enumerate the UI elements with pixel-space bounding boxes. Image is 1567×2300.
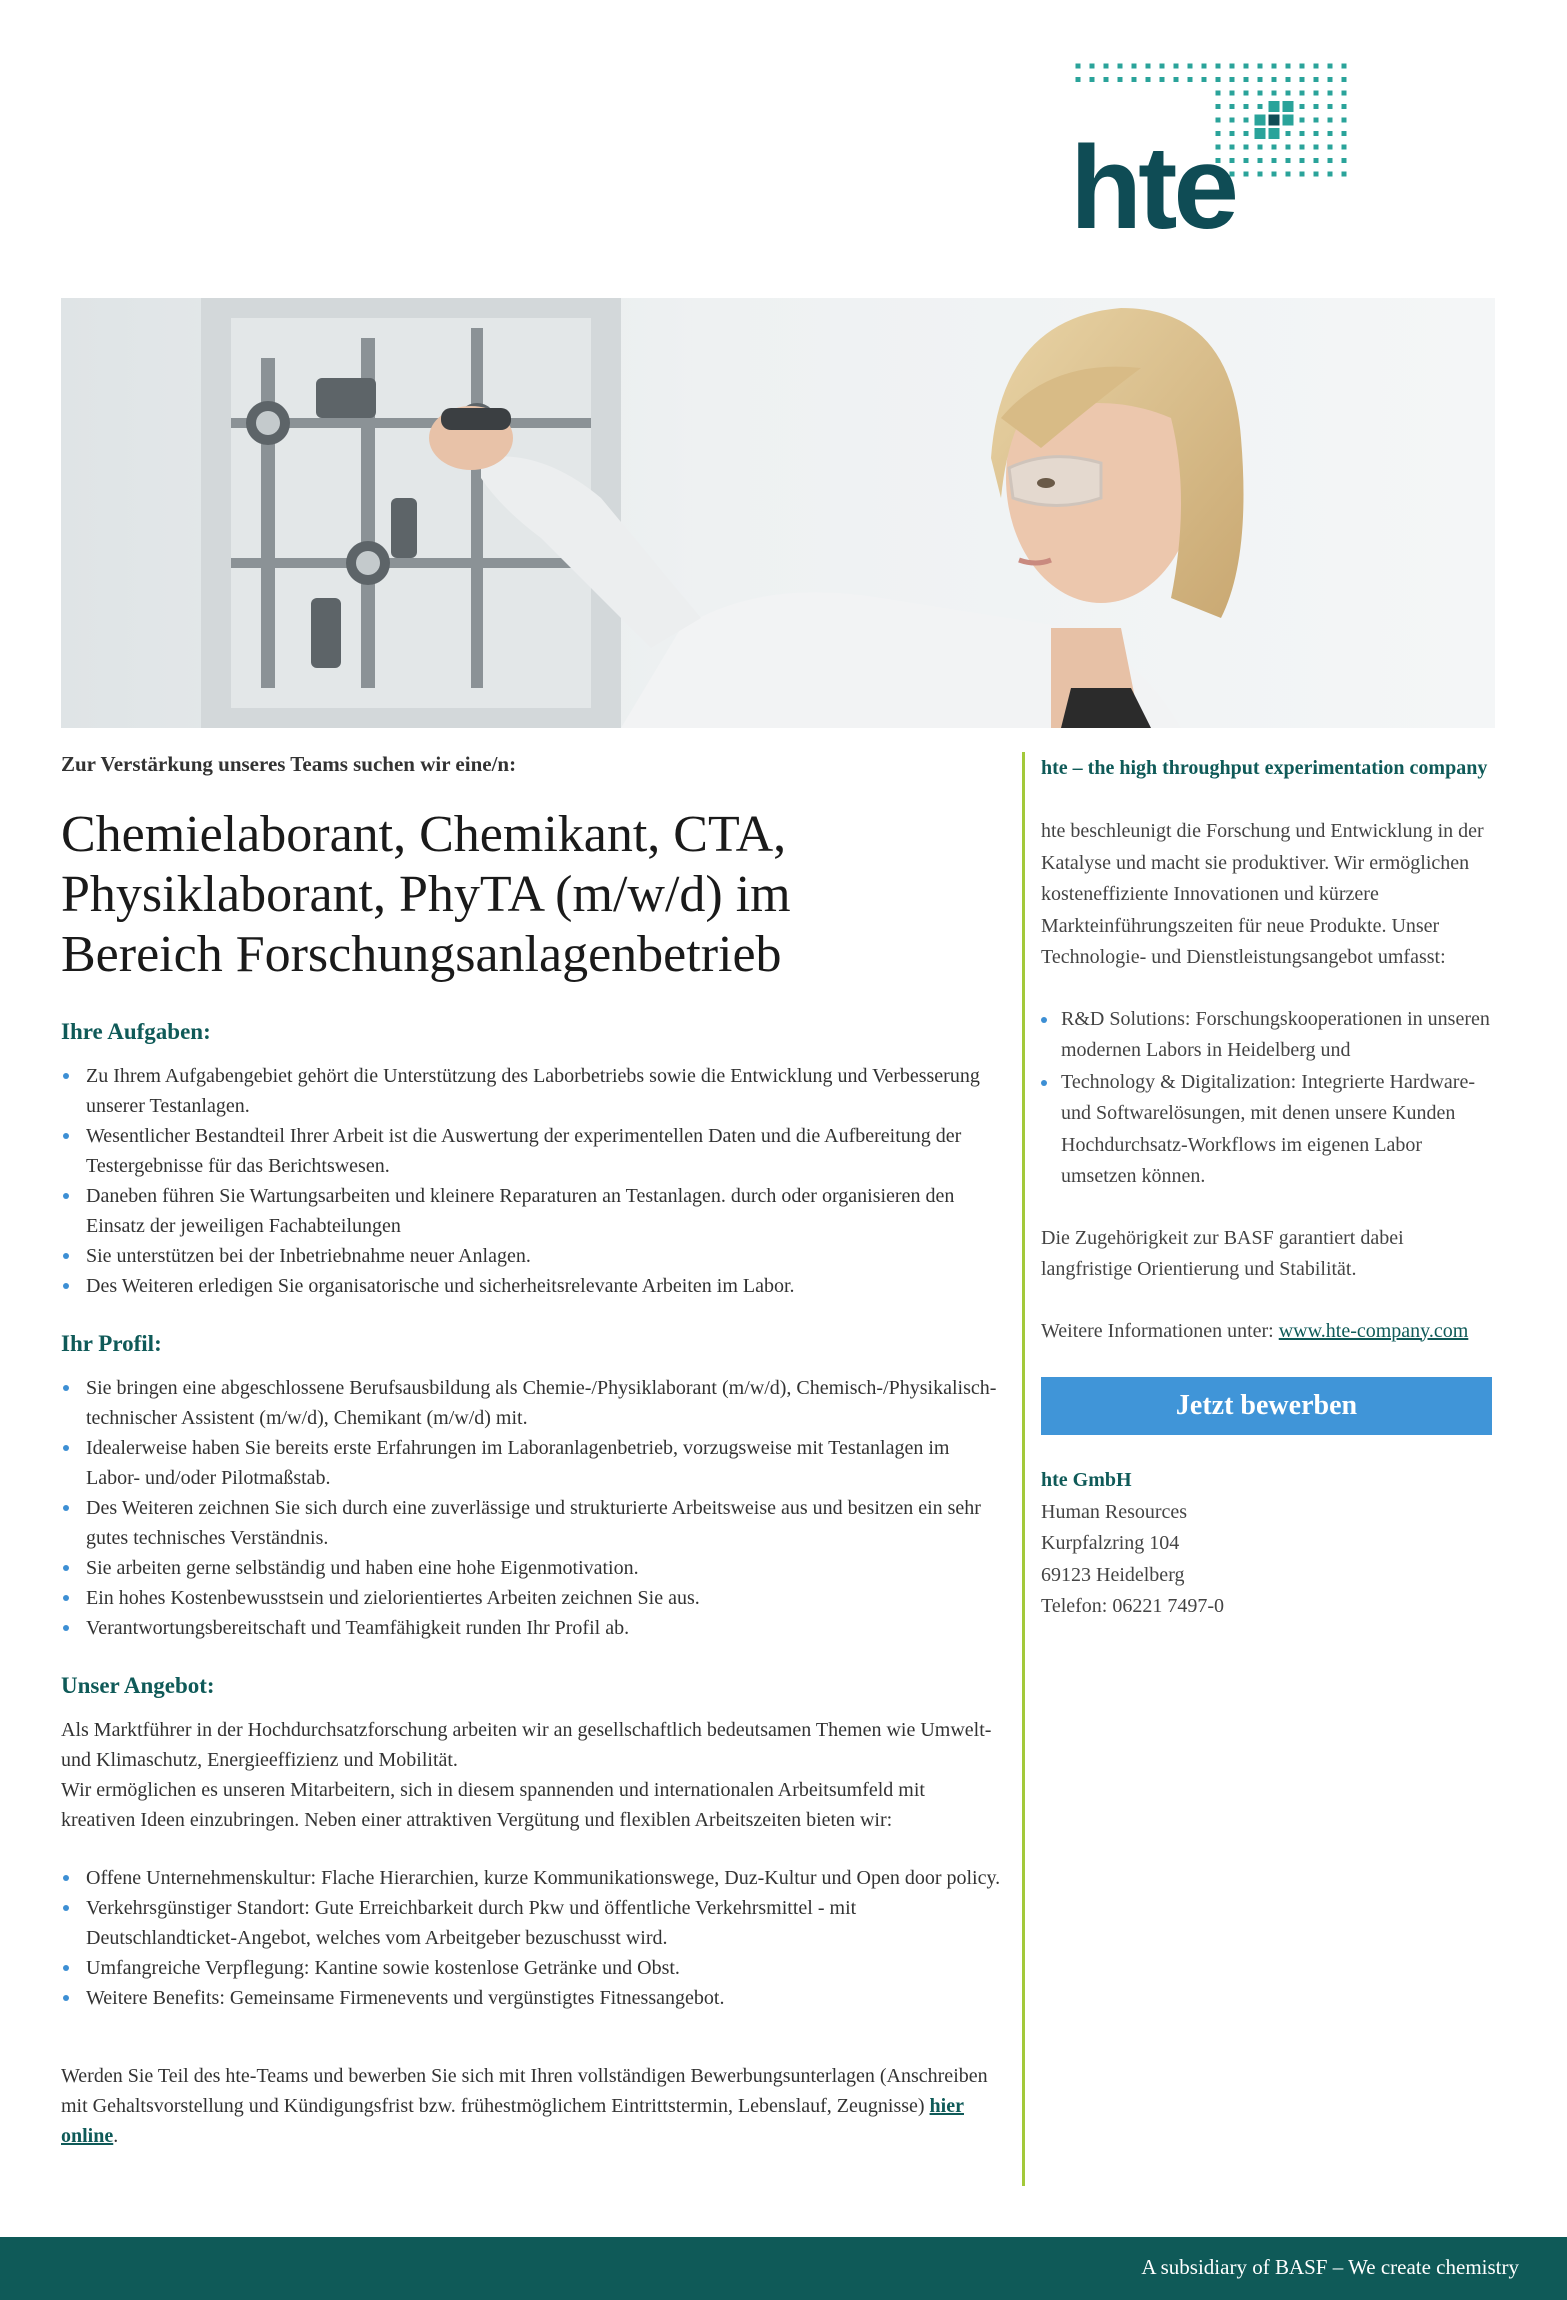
logo-dot (1286, 158, 1291, 163)
apply-button[interactable]: Jetzt bewerben (1041, 1377, 1492, 1435)
logo-dot (1300, 172, 1305, 177)
logo-dot (1258, 104, 1263, 109)
logo-dot (1342, 91, 1347, 96)
job-title-line: Chemielaborant, Chemikant, CTA, (61, 806, 787, 863)
logo-dot (1342, 77, 1347, 82)
footer-text: A subsidiary of BASF – We create chemistry (1141, 2255, 1519, 2279)
logo-dot (1342, 64, 1347, 69)
logo-dot (1118, 77, 1123, 82)
logo-dot (1272, 158, 1277, 163)
logo-dot (1230, 104, 1235, 109)
hte-logo[interactable] (1070, 58, 1470, 238)
logo-dot (1202, 64, 1207, 69)
logo-dot (1342, 118, 1347, 123)
hero-lab-photo (61, 298, 1495, 728)
profile-heading: Ihr Profil: (61, 1331, 162, 1356)
logo-dot (1269, 101, 1280, 112)
logo-dot (1300, 145, 1305, 150)
task-item: Sie unterstützen bei der Inbetriebnahme neuer Anlagen. (61, 1241, 1001, 1271)
task-item: Wesentlicher Bestandteil Ihrer Arbeit ist die Auswertung der experimentellen Daten und die Aufbereitung der Testergebnisse für das Berichtswesen. (61, 1121, 1001, 1181)
logo-dot (1258, 77, 1263, 82)
logo-dot (1272, 91, 1277, 96)
sidebar-title: hte – the high throughput experimentation company (1041, 757, 1488, 779)
logo-dot (1342, 158, 1347, 163)
logo-dot (1244, 64, 1249, 69)
logo-dot (1174, 77, 1179, 82)
logo-dot (1328, 118, 1333, 123)
logo-dot (1314, 131, 1319, 136)
logo-dot (1328, 91, 1333, 96)
logo-dot (1258, 145, 1263, 150)
logo-dot (1258, 64, 1263, 69)
logo-dot (1342, 172, 1347, 177)
logo-dot (1244, 131, 1249, 136)
offer-item: Weitere Benefits: Gemeinsame Firmenevents und vergünstigtes Fitnessangebot. (61, 1983, 1001, 2013)
job-title-line: Physiklaborant, PhyTA (m/w/d) im (61, 866, 791, 923)
address-street: Kurpfalzring 104 (1041, 1532, 1180, 1554)
logo-dot (1283, 115, 1294, 126)
offer-item: Umfangreiche Verpflegung: Kantine sowie kostenlose Getränke und Obst. (61, 1953, 1001, 1983)
logo-dot (1244, 172, 1249, 177)
tasks-list (61, 1061, 1001, 1301)
logo-dot (1230, 64, 1235, 69)
address-dept: Human Resources (1041, 1500, 1188, 1523)
logo-dot (1188, 77, 1193, 82)
logo-dot (1314, 158, 1319, 163)
profile-item: Verantwortungsbereitschaft und Teamfähigkeit runden Ihr Profil ab. (61, 1613, 1001, 1643)
apply-online-link[interactable]: hier online (61, 2095, 964, 2147)
logo-dot (1300, 64, 1305, 69)
logo-dot (1300, 91, 1305, 96)
logo-dot (1314, 64, 1319, 69)
logo-dot (1286, 77, 1291, 82)
logo-dot (1286, 91, 1291, 96)
logo-dot (1258, 158, 1263, 163)
logo-dot (1076, 77, 1081, 82)
job-title (61, 805, 1001, 985)
profile-item: Idealerweise haben Sie bereits erste Erfahrungen im Laboranlagenbetrieb, vorzugsweise mit Testanlagen im Labor- und/oder Pilotmaßstab. (61, 1433, 1001, 1493)
logo-dot (1314, 172, 1319, 177)
logo-dot (1314, 91, 1319, 96)
offer-item: Offene Unternehmenskultur: Flache Hierarchien, kurze Kommunikationswege, Duz-Kultur und Open door policy. (61, 1863, 1001, 1893)
logo-dot (1300, 131, 1305, 136)
profile-list (61, 1373, 1001, 1643)
logo-dot (1328, 77, 1333, 82)
logo-dot (1269, 128, 1280, 139)
logo-dot (1272, 64, 1277, 69)
logo-dot (1216, 91, 1221, 96)
job-title-line: Bereich Forschungsanlagenbetrieb (61, 926, 782, 983)
logo-dot (1230, 77, 1235, 82)
address-company: hte GmbH (1041, 1469, 1132, 1491)
logo-dot (1160, 77, 1165, 82)
tasks-heading: Ihre Aufgaben: (61, 1019, 211, 1044)
logo-dot (1328, 64, 1333, 69)
sidebar-intro: hte beschleunigt die Forschung und Entwicklung in der Katalyse und macht sie produktiver. Wir ermöglichen kosteneffiziente Innovationen und kürzere Markteinführungszeiten für neue Produkte. Unser Technologie- und Dienstleistungsangebot umfasst: (1041, 820, 1484, 968)
logo-dot (1300, 158, 1305, 163)
logo-dot (1328, 131, 1333, 136)
task-item: Des Weiteren erledigen Sie organisatorische und sicherheitsrelevante Arbeiten im Labor. (61, 1271, 1001, 1301)
logo-dot (1076, 64, 1081, 69)
logo-dot (1216, 104, 1221, 109)
address-city: 69123 Heidelberg (1041, 1563, 1185, 1586)
logo-dot (1328, 104, 1333, 109)
job-description (61, 752, 1001, 2151)
logo-text: hte (1070, 122, 1235, 238)
closing-end: . (113, 2125, 119, 2147)
column-divider (1022, 752, 1025, 2186)
logo-dot (1258, 172, 1263, 177)
logo-dot (1286, 64, 1291, 69)
offer-list (61, 1863, 1001, 2013)
offer-heading: Unser Angebot: (61, 1673, 215, 1698)
lab-photo-icon (61, 298, 1495, 728)
profile-item: Sie bringen eine abgeschlossene Berufsausbildung als Chemie-/Physiklaborant (m/w/d), Chemisch-/Physikalisch-technischer Assistent (m/w/d), Chemikant (m/w/d) mit. (61, 1373, 1001, 1433)
profile-item: Des Weiteren zeichnen Sie sich durch eine zuverlässige und strukturierte Arbeitsweise aus und besitzen ein sehr gutes technisches Verständnis. (61, 1493, 1001, 1553)
logo-dot (1174, 64, 1179, 69)
offer-intro: Als Marktführer in der Hochdurchsatzforschung arbeiten wir an gesellschaftlich bedeutsamen Themen wie Umwelt- und Klimaschutz, Energieeffizienz und Mobilität. (61, 1719, 992, 1771)
profile-item: Sie arbeiten gerne selbständig und haben eine hohe Eigenmotivation. (61, 1553, 1001, 1583)
logo-dot (1090, 77, 1095, 82)
logo-dot (1342, 131, 1347, 136)
task-item: Zu Ihrem Aufgabengebiet gehört die Unterstützung des Laborbetriebs sowie die Entwicklung und Verbesserung unserer Testanlagen. (61, 1061, 1001, 1121)
hte-logo-graphic (1070, 58, 1470, 238)
logo-dot (1160, 64, 1165, 69)
logo-dot (1244, 77, 1249, 82)
logo-dot (1188, 64, 1193, 69)
logo-dot (1286, 172, 1291, 177)
logo-dot (1342, 145, 1347, 150)
company-sidebar (1041, 752, 1493, 1623)
offer-intro: Wir ermöglichen es unseren Mitarbeitern, sich in diesem spannenden und internationalen Arbeitsumfeld mit kreativen Ideen einzubringen. Neben einer attraktiven Vergütung und flexiblen Arbeitszeiten bieten wir: (61, 1779, 925, 1831)
basf-text: Die Zugehörigkeit zur BASF garantiert dabei langfristige Orientierung und Stabilität. (1041, 1226, 1404, 1280)
job-kicker: Zur Verstärkung unseres Teams suchen wir eine/n: (61, 752, 517, 776)
logo-dot (1244, 158, 1249, 163)
logo-dot (1314, 145, 1319, 150)
logo-dot (1300, 77, 1305, 82)
task-item: Daneben führen Sie Wartungsarbeiten und kleinere Reparaturen an Testanlagen. durch oder organisieren den Einsatz der jeweiligen Fachabteilungen (61, 1181, 1001, 1241)
closing-text: Werden Sie Teil des hte-Teams und bewerben Sie sich mit Ihren vollständigen Bewerbungsunterlagen (Anschreiben mit Gehaltsvorstellung und Kündigungsfrist bzw. frühestmöglichem Eintrittstermin, Lebenslauf, Zeugnisse) (61, 2065, 988, 2117)
logo-dot (1146, 77, 1151, 82)
logo-dot (1118, 64, 1123, 69)
logo-dot (1272, 172, 1277, 177)
logo-dot (1328, 158, 1333, 163)
logo-dot (1244, 118, 1249, 123)
logo-dot (1328, 172, 1333, 177)
logo-dot (1269, 115, 1280, 126)
logo-dot (1272, 145, 1277, 150)
logo-dot (1286, 131, 1291, 136)
logo-dot (1255, 115, 1266, 126)
logo-dot (1314, 104, 1319, 109)
sidebar-item: R&D Solutions: Forschungskooperationen in unseren modernen Labors in Heidelberg und (1041, 1004, 1493, 1067)
logo-dot (1314, 118, 1319, 123)
logo-dot (1244, 104, 1249, 109)
logo-dot (1328, 145, 1333, 150)
more-info-label: Weitere Informationen unter: (1041, 1319, 1274, 1342)
logo-dot (1283, 101, 1294, 112)
closing-paragraph (61, 2061, 1001, 2151)
logo-dot (1300, 104, 1305, 109)
logo-dot (1342, 104, 1347, 109)
offer-item: Verkehrsgünstiger Standort: Gute Erreichbarkeit durch Pkw und öffentliche Verkehrsmittel - mit Deutschlandticket-Angebot, welches vom Arbeitgeber bezuschusst wird. (61, 1893, 1001, 1953)
logo-dot (1216, 64, 1221, 69)
logo-dot (1314, 77, 1319, 82)
logo-dot (1132, 77, 1137, 82)
logo-dot (1244, 91, 1249, 96)
logo-dot (1090, 64, 1095, 69)
logo-dot (1272, 77, 1277, 82)
address-phone: Telefon: 06221 7497-0 (1041, 1595, 1225, 1617)
logo-dot (1230, 91, 1235, 96)
logo-dot (1216, 77, 1221, 82)
contact-address (1041, 1465, 1493, 1623)
sidebar-list (1041, 1004, 1493, 1193)
logo-dot (1244, 145, 1249, 150)
more-info (1041, 1316, 1493, 1348)
logo-dot (1132, 64, 1137, 69)
logo-dot (1255, 128, 1266, 139)
website-link[interactable]: www.hte-company.com (1278, 1319, 1469, 1342)
logo-dot (1104, 77, 1109, 82)
logo-dot (1104, 64, 1109, 69)
profile-item: Ein hohes Kostenbewusstsein und zielorientiertes Arbeiten zeichnen Sie aus. (61, 1583, 1001, 1613)
sidebar-item: Technology & Digitalization: Integrierte Hardware- und Softwarelösungen, mit denen unsere Kunden Hochdurchsatz-Workflows im eigenen Labor umsetzen können. (1041, 1067, 1493, 1193)
logo-dot (1202, 77, 1207, 82)
logo-dot (1286, 145, 1291, 150)
logo-dot (1300, 118, 1305, 123)
logo-dot (1258, 91, 1263, 96)
footer-bar (0, 2237, 1567, 2300)
logo-dot (1146, 64, 1151, 69)
